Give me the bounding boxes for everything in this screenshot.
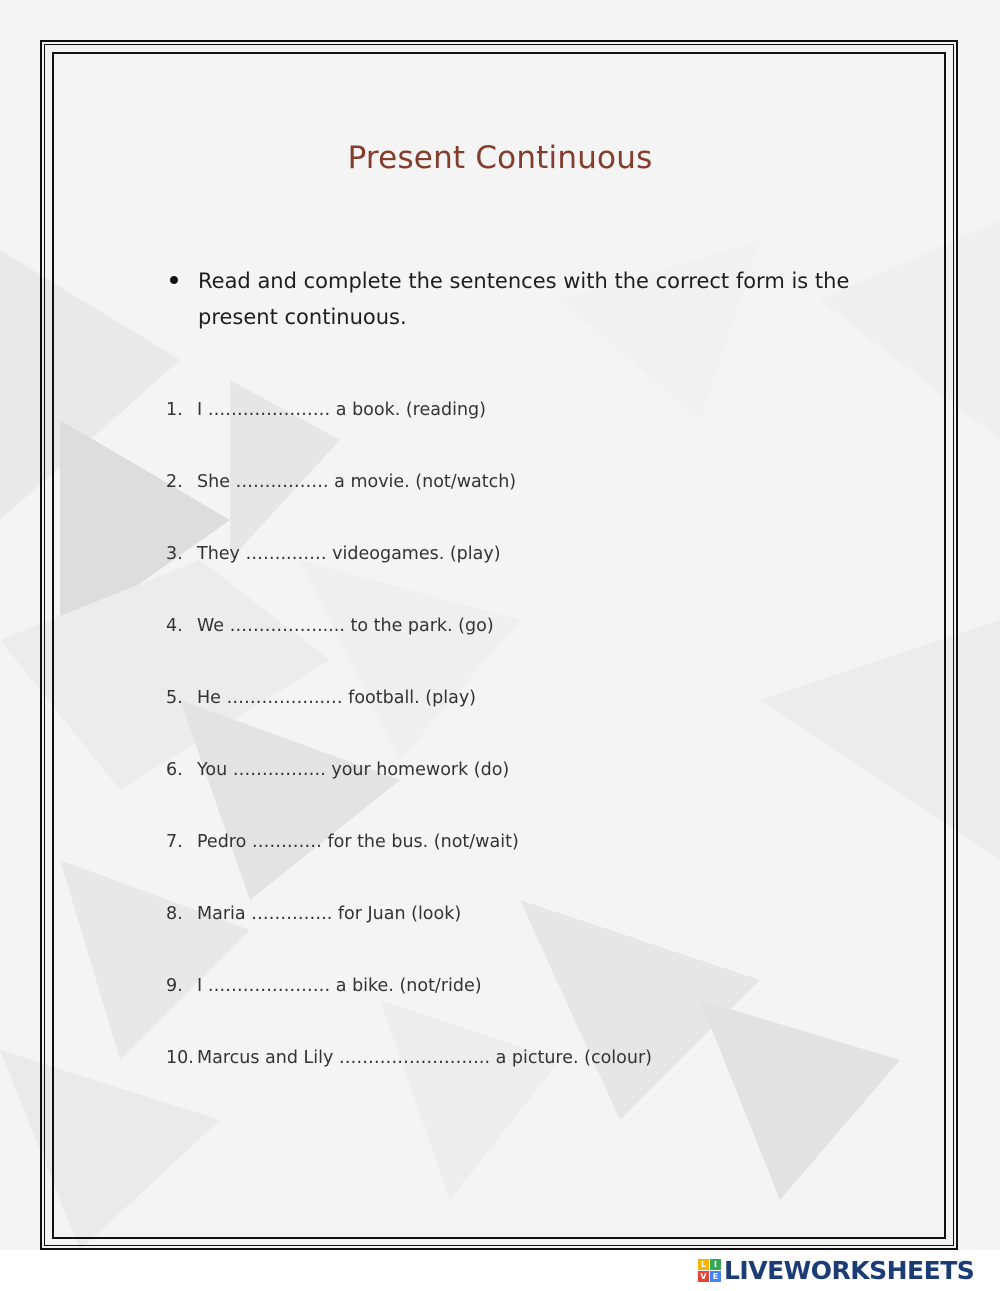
- exercise-sentence: I ………………… a bike. (not/ride): [197, 976, 482, 996]
- exercise-number: 4.: [166, 616, 183, 636]
- page-title: Present Continuous: [347, 140, 653, 176]
- logo-mark-icon: [698, 1259, 721, 1282]
- exercise-item: [166, 540, 886, 612]
- exercise-sentence: Maria ………….. for Juan (look): [197, 904, 462, 924]
- exercise-sentence: She ……………. a movie. (not/watch): [197, 472, 517, 492]
- logo-mark-letter: L: [698, 1259, 709, 1270]
- exercise-number: 5.: [166, 688, 183, 708]
- logo-mark-letter: I: [710, 1259, 721, 1270]
- exercise-sentence: Pedro ………… for the bus. (not/wait): [197, 832, 519, 852]
- exercise-item: [166, 396, 886, 468]
- exercise-sentence: You ……………. your homework (do): [197, 760, 510, 780]
- logo-text: LIVEWORKSHEETS: [724, 1255, 975, 1285]
- exercise-number: 7.: [166, 832, 183, 852]
- exercise-sentence: I ………………… a book. (reading): [197, 400, 486, 420]
- exercise-item: [166, 972, 886, 1044]
- exercise-number: 3.: [166, 544, 183, 564]
- exercise-sentence: We ……………..... to the park. (go): [197, 616, 494, 636]
- exercise-number: 2.: [166, 472, 183, 492]
- exercise-number: 6.: [166, 760, 183, 780]
- exercise-sentence: He ……………..… football. (play): [197, 688, 477, 708]
- liveworksheets-logo[interactable]: [698, 1255, 974, 1285]
- instruction: [170, 263, 860, 335]
- logo-mark-letter: V: [698, 1271, 709, 1282]
- exercise-item: [166, 756, 886, 828]
- exercise-item: [166, 612, 886, 684]
- exercise-item: [166, 900, 886, 972]
- exercise-item: [166, 468, 886, 540]
- exercise-number: 9.: [166, 976, 183, 996]
- exercise-sentence: Marcus and Lily …………………….. a picture. (colour): [197, 1048, 652, 1068]
- exercise-list: [166, 396, 886, 1116]
- exercise-item: [166, 684, 886, 756]
- exercise-number: 8.: [166, 904, 183, 924]
- bullet-icon: [170, 276, 178, 284]
- exercise-item: [166, 1044, 886, 1116]
- logo-mark-letter: E: [710, 1271, 721, 1282]
- exercise-sentence: They ……..…… videogames. (play): [197, 544, 501, 564]
- exercise-item: [166, 828, 886, 900]
- instruction-text: Read and complete the sentences with the correct form is the present continuous.: [198, 269, 850, 329]
- exercise-number: 10.: [166, 1048, 194, 1068]
- exercise-number: 1.: [166, 400, 183, 420]
